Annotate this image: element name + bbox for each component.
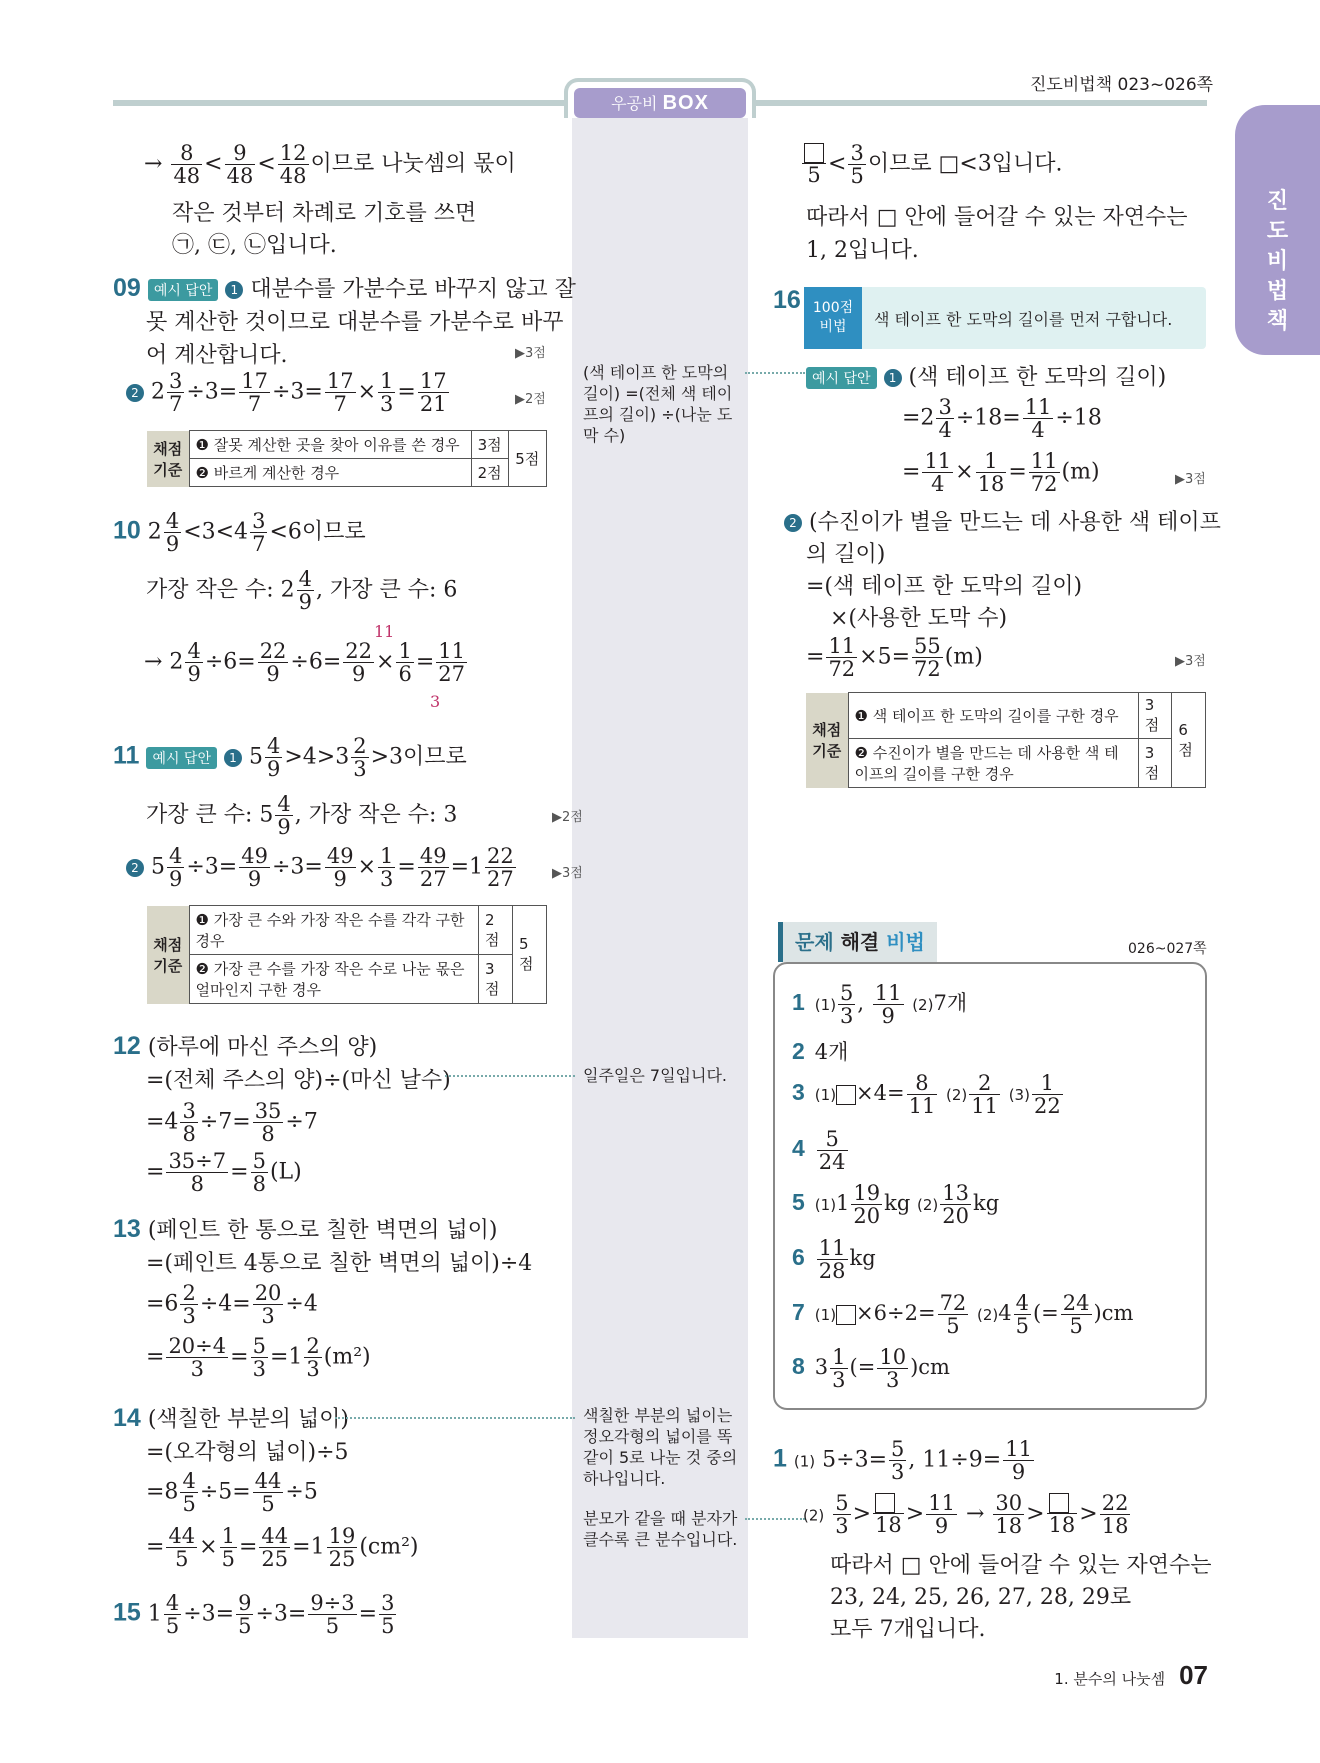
ps-a5: 5 (1)1 $\frac{19}{20}$ kg (2) $\frac{13}{20}$ kg xyxy=(792,1181,1000,1228)
q11-pts2: ▶3점 xyxy=(552,866,583,881)
q16-calc1: =2 $\frac{3}{4}$ ÷18= $\frac{11}{4}$ ÷18 xyxy=(902,395,1102,442)
q12-calc2: = $\frac{35\div 7}{8}$ = $\frac{5}{8}$ (L) xyxy=(146,1149,302,1196)
side-tab: 진 도 비 법 책 xyxy=(1235,105,1320,355)
q16-pts1: ▶3점 xyxy=(1175,472,1206,487)
q09-pts1: ▶3점 xyxy=(515,346,546,361)
note1-leader xyxy=(745,372,805,374)
q14-calc2: = $\frac{44}{5}$ × $\frac{1}{5}$ = $\frac{44}{25}$ =1 $\frac{19}{25}$ (cm²) xyxy=(146,1524,419,1571)
ps-a6: 6 $\frac{11}{28}$ kg xyxy=(792,1236,876,1283)
ps-a7: 7 (1) ×6÷2= $\frac{72}{5}$ (2)4 $\frac{4}{5}$ (= $\frac{24}{5}$ )cm xyxy=(792,1291,1134,1338)
q09-text-c: 어 계산합니다. xyxy=(146,343,288,368)
note3-leader xyxy=(335,1417,575,1419)
intro-line-2: 작은 것부터 차례로 기호를 쓰면 xyxy=(172,201,477,226)
q11-pts1: ▶2점 xyxy=(552,810,583,825)
q13-l2: =(페인트 4통으로 칠한 벽면의 넓이)÷4 xyxy=(146,1251,533,1276)
q16-pts2: ▶3점 xyxy=(1175,654,1206,669)
q14: 14 (색칠한 부분의 넓이) xyxy=(113,1404,349,1432)
q16-step1: 예시 답안 1 (색 테이프 한 도막의 길이) xyxy=(806,360,1166,391)
q16-s2d: ×(사용한 도막 수) xyxy=(830,606,1008,631)
box-note-2: 일주일은 7일입니다. xyxy=(583,1066,727,1085)
q09-pts2: ▶2점 xyxy=(515,392,546,407)
right-top: 5 < $\frac{3}{5}$ 이므로 □<3입니다. xyxy=(800,142,1063,187)
q10-line2: 가장 작은 수: 2 $\frac{4}{9}$ , 가장 큰 수: 6 xyxy=(146,567,458,614)
ps-title: 문제 해결 비법 xyxy=(778,922,937,962)
q16-s2b: 의 길이) xyxy=(806,542,886,567)
q11-criteria: 채점 기준 ❶ 가장 큰 수와 가장 작은 수를 각각 구한 경우 2점 5점 ❷ 가장 큰 수를 가장 작은 수로 나눈 몫은 얼마인지 구한 경우 3점 xyxy=(147,905,547,1004)
right-top-b: 따라서 □ 안에 들어갈 수 있는 자연수는 xyxy=(806,205,1188,230)
box-note-4: 분모가 같을 때 분자가 클수록 큰 분수입니다. xyxy=(583,1509,738,1549)
q10: 10 2 $\frac{4}{9}$ <3<4 $\frac{3}{7}$ <6이므로 xyxy=(113,509,366,556)
q13-calc1: =6 $\frac{2}{3}$ ÷4= $\frac{20}{3}$ ÷4 xyxy=(146,1281,318,1328)
q09-text-b: 못 계산한 것이므로 대분수를 가분수로 바꾸 xyxy=(146,310,564,335)
q10-cancel-11: 11 xyxy=(374,622,395,641)
q15: 15 1 $\frac{4}{5}$ ÷3= $\frac{9}{5}$ ÷3= $\frac{9\div 3}{5}$ = $\frac{3}{5}$ xyxy=(113,1591,395,1638)
q16-s2c: =(색 테이프 한 도막의 길이) xyxy=(806,574,1083,599)
q09-criteria: 채점 기준 ❶ 잘못 계산한 곳을 찾아 이유를 쓴 경우 3점 5점 ❷ 바르게 계산한 경우 2점 xyxy=(147,430,547,487)
box-label: 우공비 BOX xyxy=(574,88,746,118)
q13: 13 (페인트 한 통으로 칠한 벽면의 넓이) xyxy=(113,1215,498,1243)
q09-calc: 2 2 $\frac{3}{7}$ ÷3= $\frac{17}{7}$ ÷3= $\frac{17}{7}$ × $\frac{1}{3}$ = $\frac{17}{21}$ xyxy=(126,370,451,415)
q10-calc: → 2 $\frac{4}{9}$ ÷6= $\frac{22}{9}$ ÷6= $\frac{22}{9}$ × $\frac{1}{6}$ = $\frac{11}{27}$ xyxy=(144,639,466,686)
q1: 1 (1) 5÷3= $\frac{5}{3}$ , 11÷9= $\frac{11}{9}$ xyxy=(773,1437,1032,1484)
footer: 1. 분수의 나눗셈 07 xyxy=(1054,1660,1208,1690)
q12: 12 (하루에 마신 주스의 양) xyxy=(113,1032,378,1060)
right-top-c: 1, 2입니다. xyxy=(806,238,919,263)
box-note-3: 색칠한 부분의 넓이는 정오각형의 넓이를 똑같이 5로 나눈 것 중의 하나입니다. xyxy=(583,1406,738,1488)
q10-cancel-3: 3 xyxy=(430,692,441,711)
q11-line2: 가장 큰 수: 5 $\frac{4}{9}$ , 가장 작은 수: 3 xyxy=(146,792,458,839)
q1-tb: 23, 24, 25, 26, 27, 28, 29로 xyxy=(830,1585,1132,1610)
q16-num: 16 xyxy=(773,286,801,314)
note2-leader xyxy=(445,1075,575,1077)
q16-calc3: = $\frac{11}{72}$ ×5= $\frac{55}{72}$ (m) xyxy=(806,634,983,681)
q16-step2: 2 (수진이가 별을 만드는 데 사용한 색 테이프 xyxy=(784,505,1221,536)
q16-criteria: 채점 기준 ❶ 색 테이프 한 도막의 길이를 구한 경우 3점 6점 ❷ 수진이가 별을 만드는 데 사용한 색 테이프의 길이를 구한 경우 3점 xyxy=(806,692,1206,788)
ps-a8: 8 3 $\frac{1}{3}$ (= $\frac{10}{3}$ )cm xyxy=(792,1345,950,1392)
ps-a2: 2 4개 xyxy=(792,1038,849,1064)
book-ref: 진도비법책 023~026쪽 xyxy=(1030,75,1214,95)
q1-part2: (2) $\frac{5}{3}$ > 18 > $\frac{11}{9}$ → $\frac{30}{18}$ > 18 > $\frac{22}{18}$ xyxy=(803,1491,1129,1538)
q12-calc1: =4 $\frac{3}{8}$ ÷7= $\frac{35}{8}$ ÷7 xyxy=(146,1099,318,1146)
q14-calc1: =8 $\frac{4}{5}$ ÷5= $\frac{44}{5}$ ÷5 xyxy=(146,1469,318,1516)
ps-pages: 026~027쪽 xyxy=(1128,941,1207,957)
q1-tc: 모두 7개입니다. xyxy=(830,1617,986,1642)
q16-tip: 100점 비법 색 테이프 한 도막의 길이를 먼저 구합니다. xyxy=(804,287,1206,349)
ps-a1: 1 (1) $\frac{5}{3}$ , $\frac{11}{9}$ (2)7개 xyxy=(792,981,968,1028)
q12-l2: =(전체 주스의 양)÷(마신 날수) xyxy=(146,1068,451,1093)
q11: 11 예시 답안 1 5 $\frac{4}{9}$ >4>3 $\frac{2}{3}$ >3이므로 xyxy=(113,734,467,781)
box-note-1: (색 테이프 한 도막의 길이) =(전체 색 테이프의 길이) ÷(나눈 도막 수) xyxy=(583,363,733,445)
q14-l2: =(오각형의 넓이)÷5 xyxy=(146,1440,349,1465)
q16-calc2: = $\frac{11}{4}$ × $\frac{1}{18}$ = $\frac{11}{72}$ (m) xyxy=(902,449,1100,496)
ps-a3: 3 (1) ×4= $\frac{8}{11}$ (2) $\frac{2}{11}$ (3) $\frac{1}{22}$ xyxy=(792,1071,1061,1118)
intro-line-3: ㉠, ㉢, ㉡입니다. xyxy=(172,233,337,258)
note4-leader xyxy=(745,1518,805,1520)
intro-line: → $\frac{8}{48}$ < $\frac{9}{48}$ < $\frac{12}{48}$ 이므로 나눗셈의 몫이 xyxy=(144,141,516,188)
q13-calc2: = $\frac{20\div 4}{3}$ = $\frac{5}{3}$ =1 $\frac{2}{3}$ (m²) xyxy=(146,1334,371,1381)
q11-calc: 2 5 $\frac{4}{9}$ ÷3= $\frac{49}{9}$ ÷3= $\frac{49}{9}$ × $\frac{1}{3}$ = $\frac{49}{27}$ =1 $\frac{22}{27}$ xyxy=(126,845,518,890)
q1-ta: 따라서 □ 안에 들어갈 수 있는 자연수는 xyxy=(830,1553,1212,1578)
ps-a4: 4 $\frac{5}{24}$ xyxy=(792,1127,846,1174)
q09: 09 예시 답안 1 대분수를 가분수로 바꾸지 않고 잘 xyxy=(113,274,576,302)
